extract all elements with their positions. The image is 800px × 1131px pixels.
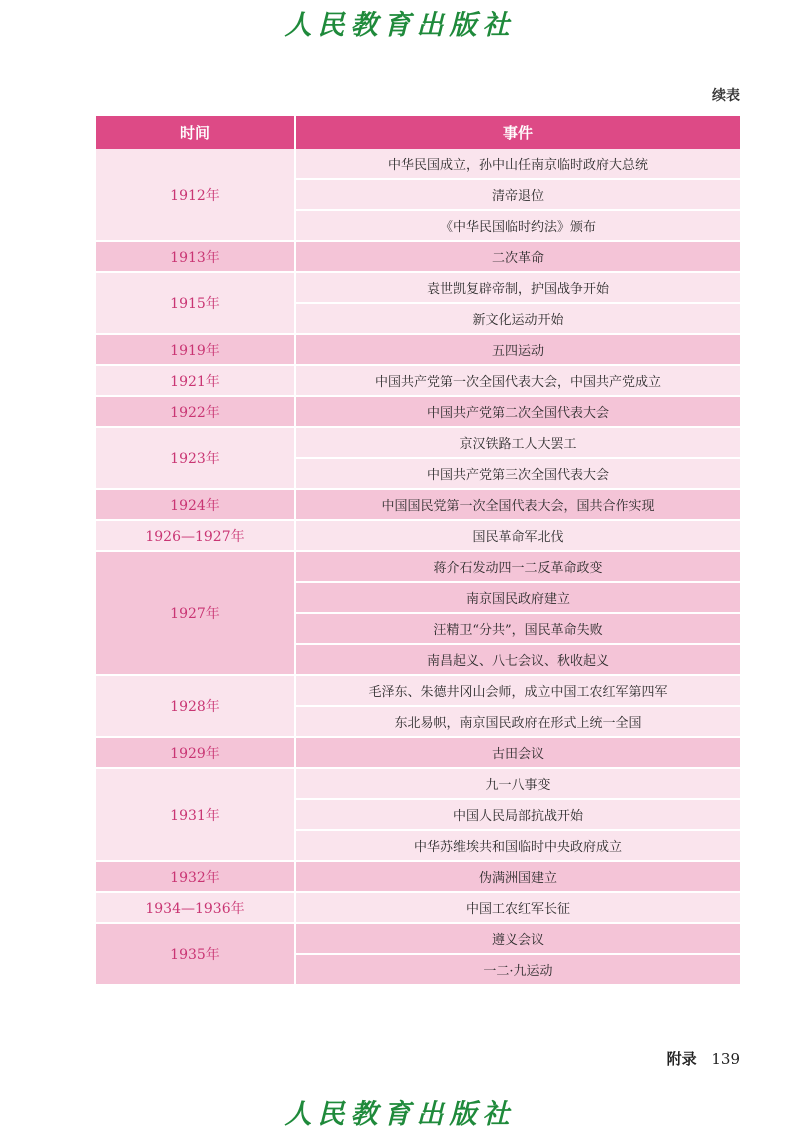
event-cell: 中国共产党第二次全国代表大会: [295, 396, 740, 427]
event-cell: 南京国民政府建立: [295, 582, 740, 613]
event-cell: 中国共产党第三次全国代表大会: [295, 458, 740, 489]
table-row: [96, 551, 740, 582]
table-row: [96, 272, 740, 303]
table-row: [96, 861, 740, 892]
event-cell: 中华民国成立，孙中山任南京临时政府大总统: [295, 149, 740, 179]
publisher-logo-bottom: 人民教育出版社: [284, 1099, 516, 1130]
continued-label: 续表: [712, 88, 740, 104]
table-row: [96, 520, 740, 551]
table-row: [96, 334, 740, 365]
table-row: [96, 427, 740, 458]
table-row: [96, 365, 740, 396]
event-cell: 中国人民局部抗战开始: [295, 799, 740, 830]
event-cell: 东北易帜，南京国民政府在形式上统一全国: [295, 706, 740, 737]
event-cell: 新文化运动开始: [295, 303, 740, 334]
event-cell: 一二·九运动: [295, 954, 740, 985]
table-row: [96, 768, 740, 799]
event-cell: 伪满洲国建立: [295, 861, 740, 892]
event-cell: 《中华民国临时约法》颁布: [295, 210, 740, 241]
year-cell: 1934—1936年: [96, 892, 295, 923]
table-header-row: [96, 116, 740, 149]
table-row: [96, 149, 740, 179]
table-row: [96, 675, 740, 706]
event-cell: 毛泽东、朱德井冈山会师，成立中国工农红军第四军: [295, 675, 740, 706]
year-cell: 1922年: [96, 396, 295, 427]
year-cell: 1921年: [96, 365, 295, 396]
year-cell: 1928年: [96, 675, 295, 737]
column-header-time: 时间: [96, 116, 295, 149]
table-row: [96, 737, 740, 768]
table-row: [96, 923, 740, 954]
event-cell: 二次革命: [295, 241, 740, 272]
year-cell: 1935年: [96, 923, 295, 985]
publisher-logo-top: 人民教育出版社: [284, 10, 516, 41]
table-row: [96, 489, 740, 520]
page-footer: [667, 1048, 740, 1069]
year-cell: 1932年: [96, 861, 295, 892]
page-number: 139: [711, 1050, 740, 1068]
event-cell: 南昌起义、八七会议、秋收起义: [295, 644, 740, 675]
event-cell: 中国国民党第一次全国代表大会，国共合作实现: [295, 489, 740, 520]
year-cell: 1927年: [96, 551, 295, 675]
event-cell: 清帝退位: [295, 179, 740, 210]
event-cell: 五四运动: [295, 334, 740, 365]
year-cell: 1915年: [96, 272, 295, 334]
event-cell: 国民革命军北伐: [295, 520, 740, 551]
table-row: [96, 396, 740, 427]
table-row: [96, 892, 740, 923]
year-cell: 1926—1927年: [96, 520, 295, 551]
year-cell: 1931年: [96, 768, 295, 861]
event-cell: 京汉铁路工人大罢工: [295, 427, 740, 458]
year-cell: 1924年: [96, 489, 295, 520]
year-cell: 1913年: [96, 241, 295, 272]
column-header-event: 事件: [295, 116, 740, 149]
event-cell: 中国共产党第一次全国代表大会，中国共产党成立: [295, 365, 740, 396]
event-cell: 九一八事变: [295, 768, 740, 799]
event-cell: 蒋介石发动四一二反革命政变: [295, 551, 740, 582]
table-body: [96, 149, 740, 985]
event-cell: 袁世凯复辟帝制，护国战争开始: [295, 272, 740, 303]
year-cell: 1923年: [96, 427, 295, 489]
year-cell: 1929年: [96, 737, 295, 768]
footer-section-label: 附录: [666, 1050, 697, 1068]
chronology-table: [96, 116, 740, 986]
table-row: [96, 241, 740, 272]
event-cell: 古田会议: [295, 737, 740, 768]
event-cell: 遵义会议: [295, 923, 740, 954]
event-cell: 汪精卫“分共”，国民革命失败: [295, 613, 740, 644]
year-cell: 1919年: [96, 334, 295, 365]
event-cell: 中国工农红军长征: [295, 892, 740, 923]
event-cell: 中华苏维埃共和国临时中央政府成立: [295, 830, 740, 861]
year-cell: 1912年: [96, 149, 295, 241]
